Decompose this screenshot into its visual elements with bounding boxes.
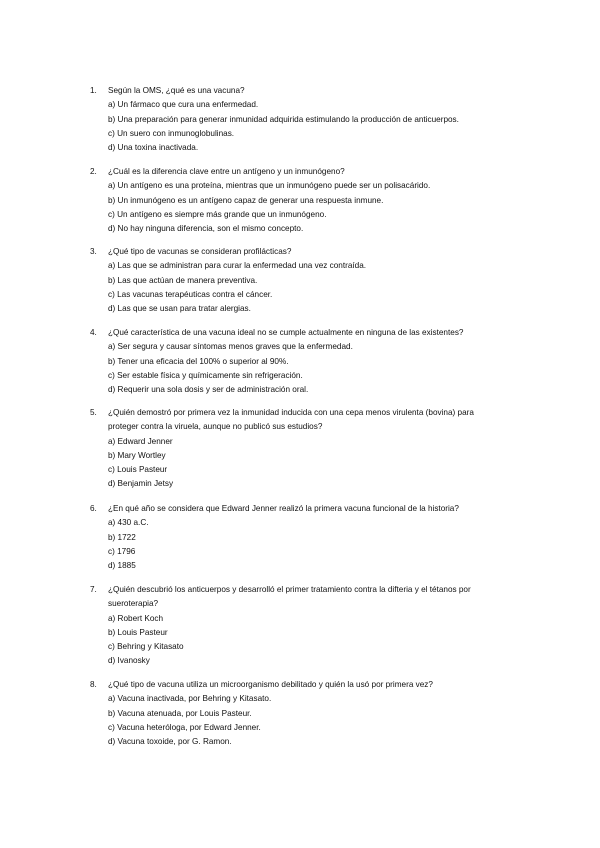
question-1 <box>90 84 530 155</box>
option-d: d) 1885 <box>108 561 136 571</box>
question-7 <box>90 583 530 669</box>
option-b: b) Mary Wortley <box>108 450 166 460</box>
question-4 <box>90 326 530 397</box>
option-d: d) Vacuna toxoide, por G. Ramon. <box>108 737 232 747</box>
option-b: b) Vacuna atenuada, por Louis Pasteur. <box>108 708 252 718</box>
question-text: Según la OMS, ¿qué es una vacuna? <box>108 86 245 95</box>
option-c: c) Vacuna heteróloga, por Edward Jenner. <box>108 722 261 732</box>
question-number: 1. <box>90 86 97 95</box>
option-c: c) Un antígeno es siempre más grande que un inmunógeno. <box>108 209 327 219</box>
question-text-line-1: ¿Quién demostró por primera vez la inmunidad inducida con una cepa menos virulenta (bovina) para <box>108 408 474 417</box>
option-b: b) Louis Pasteur <box>108 627 168 637</box>
question-8 <box>90 678 530 749</box>
question-2 <box>90 165 530 236</box>
question-number: 4. <box>90 328 97 337</box>
option-a: a) Un fármaco que cura una enfermedad. <box>108 100 259 110</box>
option-b: b) Una preparación para generar inmunidad adquirida estimulando la producción de anticuerpos. <box>108 114 459 124</box>
question-text: ¿Qué tipo de vacuna utiliza un microorganismo debilitado y quién la usó por primera vez? <box>108 680 433 689</box>
question-text: ¿Cuál es la diferencia clave entre un antígeno y un inmunógeno? <box>108 167 345 176</box>
option-d: d) No hay ninguna diferencia, son el mismo concepto. <box>108 224 304 234</box>
option-c: c) Las vacunas terapéuticas contra el cáncer. <box>108 289 273 299</box>
question-text: ¿Qué tipo de vacunas se consideran profilácticas? <box>108 247 292 256</box>
question-number: 6. <box>90 504 97 513</box>
question-3 <box>90 245 530 316</box>
question-text-line-2: sueroterapia? <box>108 599 159 609</box>
option-a: a) Edward Jenner <box>108 436 173 446</box>
question-number: 7. <box>90 585 97 594</box>
option-a: a) 430 a.C. <box>108 518 149 528</box>
option-a: a) Robert Koch <box>108 613 164 623</box>
option-a: a) Ser segura y causar síntomas menos graves que la enfermedad. <box>108 342 353 352</box>
option-d: d) Ivanosky <box>108 656 150 666</box>
option-d: d) Requerir una sola dosis y ser de administración oral. <box>108 385 309 395</box>
question-text-line-2: proteger contra la viruela, aunque no publicó sus estudios? <box>108 422 323 432</box>
option-a: a) Vacuna inactivada, por Behring y Kitasato. <box>108 694 272 704</box>
question-5 <box>90 406 530 492</box>
option-d: d) Una toxina inactivada. <box>108 143 199 153</box>
option-d: d) Las que se usan para tratar alergias. <box>108 304 251 314</box>
option-c: c) 1796 <box>108 546 136 556</box>
option-a: a) Un antígeno es una proteína, mientras que un inmunógeno puede ser un polisacárido. <box>108 181 431 191</box>
question-number: 5. <box>90 408 97 417</box>
question-text-line-1: ¿Quién descubrió los anticuerpos y desarrolló el primer tratamiento contra la difteria y el tétanos por <box>108 585 471 594</box>
option-b: b) Tener una eficacia del 100% o superior al 90%. <box>108 356 289 366</box>
question-text: ¿En qué año se considera que Edward Jenner realizó la primera vacuna funcional de la historia? <box>108 504 459 513</box>
question-number: 8. <box>90 680 97 689</box>
question-number: 2. <box>90 167 97 176</box>
option-c: c) Un suero con inmunoglobulinas. <box>108 128 235 138</box>
option-b: b) Un inmunógeno es un antígeno capaz de generar una respuesta inmune. <box>108 195 384 205</box>
option-b: b) Las que actúan de manera preventiva. <box>108 275 258 285</box>
option-c: c) Behring y Kitasato <box>108 642 184 652</box>
option-c: c) Louis Pasteur <box>108 465 168 475</box>
question-text: ¿Qué característica de una vacuna ideal no se cumple actualmente en ninguna de las existentes? <box>108 328 464 337</box>
question-number: 3. <box>90 247 97 256</box>
option-c: c) Ser estable física y químicamente sin refrigeración. <box>108 370 303 380</box>
option-a: a) Las que se administran para curar la enfermedad una vez contraída. <box>108 261 367 271</box>
question-6 <box>90 502 530 573</box>
option-d: d) Benjamin Jetsy <box>108 479 174 489</box>
question-text <box>108 406 530 435</box>
option-b: b) 1722 <box>108 532 136 542</box>
question-text <box>108 583 530 612</box>
